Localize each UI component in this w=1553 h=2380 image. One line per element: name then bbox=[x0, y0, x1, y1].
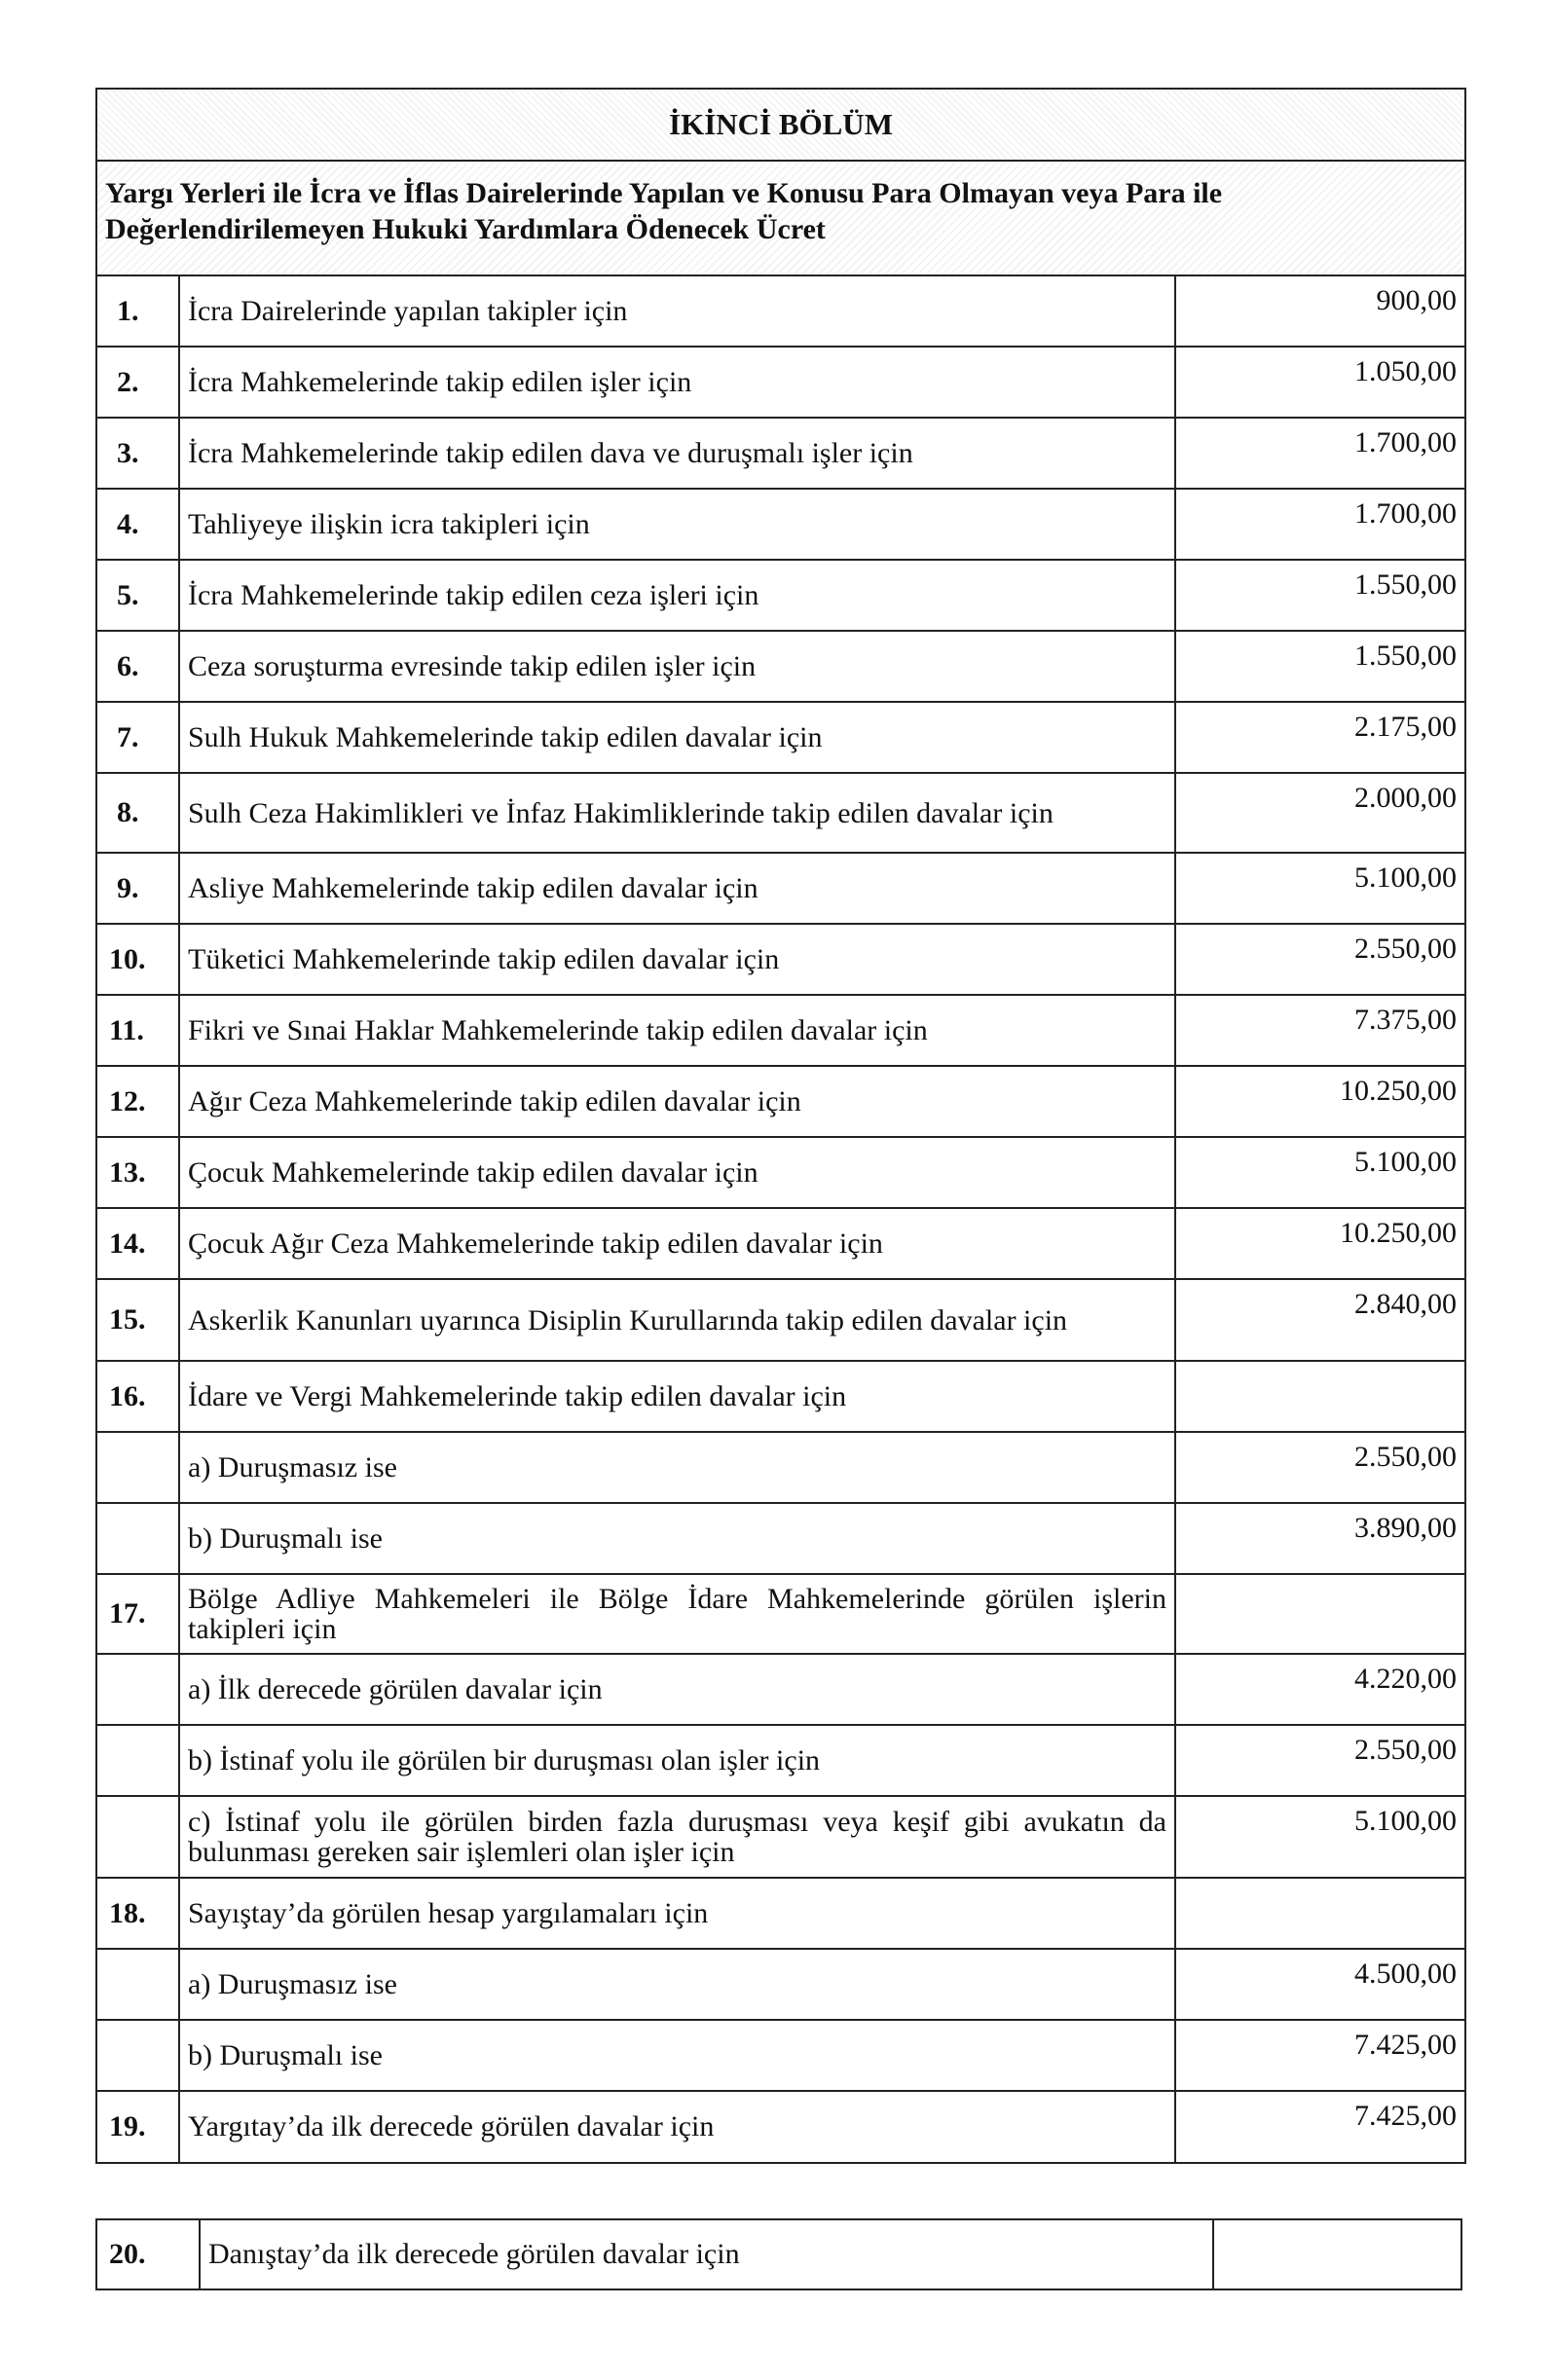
row-amount: 2.550,00 bbox=[1175, 1725, 1464, 1796]
row-description: b) Duruşmalı ise bbox=[179, 2020, 1175, 2091]
row-amount: 2.175,00 bbox=[1175, 702, 1464, 773]
fee-table bbox=[95, 88, 1466, 2164]
row-description: Ceza soruşturma evresinde takip edilen işler için bbox=[179, 631, 1175, 702]
row-number: 20. bbox=[109, 2238, 146, 2270]
row-number: 17. bbox=[97, 1574, 179, 1654]
row-description: İcra Mahkemelerinde takip edilen dava ve duruşmalı işler için bbox=[179, 418, 1175, 489]
row-amount bbox=[1175, 1574, 1464, 1654]
row-description: Çocuk Mahkemelerinde takip edilen davalar için bbox=[179, 1137, 1175, 1208]
table-row bbox=[97, 773, 1464, 853]
row-description: Danıştay’da ilk derecede görülen davalar için bbox=[200, 2220, 1213, 2288]
row-number: 5. bbox=[97, 560, 179, 631]
row-number: 15. bbox=[97, 1279, 179, 1361]
table-row bbox=[97, 1137, 1464, 1208]
row-amount: 5.100,00 bbox=[1175, 1137, 1464, 1208]
row-number bbox=[97, 1949, 179, 2020]
row-number: 4. bbox=[97, 489, 179, 560]
row-number: 9. bbox=[97, 853, 179, 924]
table-row bbox=[97, 1208, 1464, 1279]
row-description: b) Duruşmalı ise bbox=[179, 1503, 1175, 1574]
row-number: 14. bbox=[97, 1208, 179, 1279]
row-amount: 900,00 bbox=[1175, 276, 1464, 347]
row-description: Sulh Hukuk Mahkemelerinde takip edilen davalar için bbox=[179, 702, 1175, 773]
row-description: İcra Dairelerinde yapılan takipler için bbox=[179, 276, 1175, 347]
row-amount: 5.100,00 bbox=[1175, 1796, 1464, 1878]
row-amount: 7.425,00 bbox=[1175, 2020, 1464, 2091]
row-number: 3. bbox=[97, 418, 179, 489]
row-amount: 7.375,00 bbox=[1175, 995, 1464, 1066]
table-row bbox=[97, 276, 1464, 347]
fee-rows bbox=[97, 276, 1464, 2162]
row-number: 2. bbox=[97, 347, 179, 418]
table-row bbox=[97, 2091, 1464, 2162]
row-amount: 4.220,00 bbox=[1175, 1654, 1464, 1725]
row-description: Fikri ve Sınai Haklar Mahkemelerinde takip edilen davalar için bbox=[179, 995, 1175, 1066]
row-description: a) Duruşmasız ise bbox=[179, 1949, 1175, 2020]
row-number: 18. bbox=[97, 1878, 179, 1949]
row-description: a) İlk derecede görülen davalar için bbox=[179, 1654, 1175, 1725]
table-row bbox=[97, 1878, 1464, 1949]
table-row bbox=[97, 2020, 1464, 2091]
row-number bbox=[97, 1654, 179, 1725]
row-number: 10. bbox=[97, 924, 179, 995]
row-amount: 5.100,00 bbox=[1175, 853, 1464, 924]
table-row bbox=[97, 1279, 1464, 1361]
section-subtitle: Yargı Yerleri ile İcra ve İflas Dairelerinde Yapılan ve Konusu Para Olmayan veya Para ile Değerlendirilemeyen Hukuki Yardımlara Ödenecek Ücret bbox=[97, 162, 1464, 276]
row-amount: 10.250,00 bbox=[1175, 1208, 1464, 1279]
table-row bbox=[97, 995, 1464, 1066]
table-row bbox=[97, 1432, 1464, 1503]
row-amount: 2.840,00 bbox=[1175, 1279, 1464, 1361]
row-number bbox=[97, 1796, 179, 1878]
row-description: Sayıştay’da görülen hesap yargılamaları için bbox=[179, 1878, 1175, 1949]
row-description: Tüketici Mahkemelerinde takip edilen davalar için bbox=[179, 924, 1175, 995]
row-amount: 1.550,00 bbox=[1175, 631, 1464, 702]
table-row bbox=[97, 702, 1464, 773]
row-amount: 1.700,00 bbox=[1175, 489, 1464, 560]
row-number: 1. bbox=[97, 276, 179, 347]
table-row bbox=[97, 853, 1464, 924]
row-number: 12. bbox=[97, 1066, 179, 1137]
row-number bbox=[97, 1725, 179, 1796]
row-amount: 2.000,00 bbox=[1175, 773, 1464, 853]
row-description: İdare ve Vergi Mahkemelerinde takip edilen davalar için bbox=[179, 1361, 1175, 1432]
table-row bbox=[97, 560, 1464, 631]
row-number: 11. bbox=[97, 995, 179, 1066]
table-row bbox=[97, 924, 1464, 995]
row-description: İcra Mahkemelerinde takip edilen işler için bbox=[179, 347, 1175, 418]
table-row bbox=[97, 1066, 1464, 1137]
row-amount: 1.550,00 bbox=[1175, 560, 1464, 631]
row-number bbox=[97, 2020, 179, 2091]
row-description: c) İstinaf yolu ile görülen birden fazla duruşması veya keşif gibi avukatın da bulunması gereken sair işlemleri olan işler için bbox=[179, 1796, 1175, 1878]
row-description: Yargıtay’da ilk derecede görülen davalar için bbox=[179, 2091, 1175, 2162]
continued-fee-table bbox=[95, 2218, 1462, 2290]
row-number: 7. bbox=[97, 702, 179, 773]
row-amount: 3.890,00 bbox=[1175, 1503, 1464, 1574]
table-row bbox=[97, 489, 1464, 560]
row-amount bbox=[1175, 1361, 1464, 1432]
table-row bbox=[97, 1725, 1464, 1796]
row-description: Çocuk Ağır Ceza Mahkemelerinde takip edilen davalar için bbox=[179, 1208, 1175, 1279]
row-amount: 2.550,00 bbox=[1175, 924, 1464, 995]
row-number bbox=[97, 1503, 179, 1574]
table-row bbox=[97, 418, 1464, 489]
row-description: a) Duruşmasız ise bbox=[179, 1432, 1175, 1503]
row-amount: 4.500,00 bbox=[1175, 1949, 1464, 2020]
row-amount bbox=[1213, 2220, 1519, 2288]
table-row bbox=[97, 1949, 1464, 2020]
row-description: İcra Mahkemelerinde takip edilen ceza işleri için bbox=[179, 560, 1175, 631]
row-description: Tahliyeye ilişkin icra takipleri için bbox=[179, 489, 1175, 560]
table-row bbox=[97, 1574, 1464, 1654]
row-number: 16. bbox=[97, 1361, 179, 1432]
row-description: Asliye Mahkemelerinde takip edilen davalar için bbox=[179, 853, 1175, 924]
row-description: Ağır Ceza Mahkemelerinde takip edilen davalar için bbox=[179, 1066, 1175, 1137]
row-number: 13. bbox=[97, 1137, 179, 1208]
table-row bbox=[97, 631, 1464, 702]
row-number: 6. bbox=[97, 631, 179, 702]
row-amount: 2.550,00 bbox=[1175, 1432, 1464, 1503]
row-number bbox=[97, 1432, 179, 1503]
row-amount: 10.250,00 bbox=[1175, 1066, 1464, 1137]
row-number: 19. bbox=[97, 2091, 179, 2162]
table-row bbox=[97, 1796, 1464, 1878]
table-row bbox=[97, 2220, 1519, 2288]
row-amount: 7.425,00 bbox=[1175, 2091, 1464, 2162]
row-number: 8. bbox=[97, 773, 179, 853]
table-row bbox=[97, 1503, 1464, 1574]
table-row bbox=[97, 1654, 1464, 1725]
row-amount: 1.700,00 bbox=[1175, 418, 1464, 489]
row-amount: 1.050,00 bbox=[1175, 347, 1464, 418]
row-description: Sulh Ceza Hakimlikleri ve İnfaz Hakimliklerinde takip edilen davalar için bbox=[179, 773, 1175, 853]
table-row bbox=[97, 1361, 1464, 1432]
row-description: Bölge Adliye Mahkemeleri ile Bölge İdare Mahkemelerinde görülen işlerin takipleri için bbox=[179, 1574, 1175, 1654]
section-title: İKİNCİ BÖLÜM bbox=[97, 90, 1464, 162]
table-row bbox=[97, 347, 1464, 418]
row-description: Askerlik Kanunları uyarınca Disiplin Kurullarında takip edilen davalar için bbox=[179, 1279, 1175, 1361]
row-description: b) İstinaf yolu ile görülen bir duruşması olan işler için bbox=[179, 1725, 1175, 1796]
row-amount bbox=[1175, 1878, 1464, 1949]
